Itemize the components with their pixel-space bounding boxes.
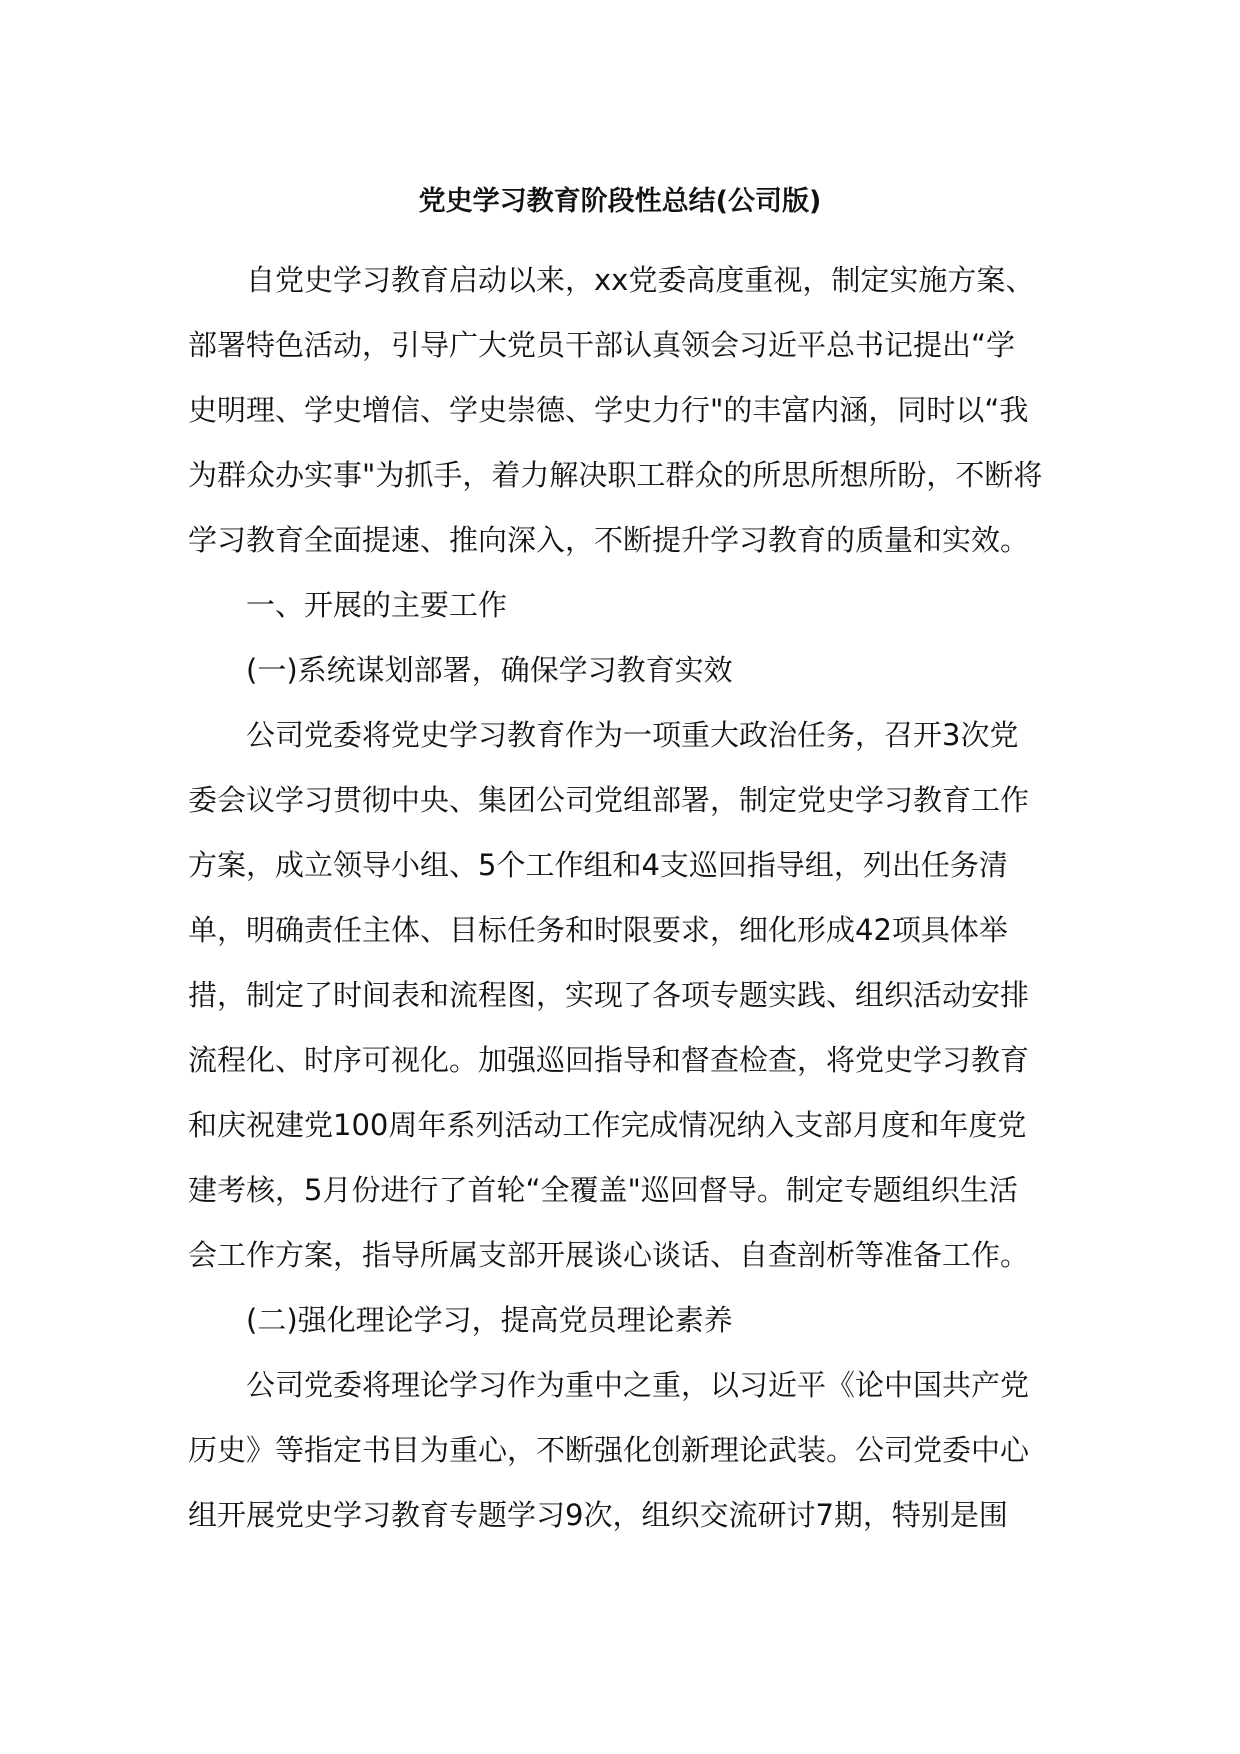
text-line: 公司党委将党史学习教育作为一项重大政治任务，召开3次党 <box>246 718 1019 752</box>
text-line: 部署特色活动，引导广大党员干部认真领会习近平总书记提出“学 <box>188 328 1016 362</box>
text-line: 为群众办实事"为抓手，着力解决职工群众的所思所想所盼，不断将 <box>188 458 1043 492</box>
text-line: 方案，成立领导小组、5个工作组和4支巡回指导组，列出任务清 <box>188 848 1008 882</box>
text-line: 建考核，5月份进行了首轮“全覆盖"巡回督导。制定专题组织生活 <box>188 1173 1018 1207</box>
text-line: 会工作方案，指导所属支部开展谈心谈话、自查剖析等准备工作。 <box>188 1238 1030 1272</box>
document-title: 党史学习教育阶段性总结(公司版) <box>418 186 822 217</box>
text-line: 自党史学习教育启动以来，xx党委高度重视，制定实施方案、 <box>246 263 1035 297</box>
text-line: 措，制定了时间表和流程图，实现了各项专题实践、组织活动安排 <box>188 978 1030 1012</box>
text-line: 委会议学习贯彻中央、集团公司党组部署，制定党史学习教育工作 <box>188 783 1030 817</box>
section-heading: 一、开展的主要工作 <box>246 588 508 622</box>
text-line: 公司党委将理论学习作为重中之重，以习近平《论中国共产党 <box>246 1368 1030 1402</box>
subsection-heading: (二)强化理论学习，提高党员理论素养 <box>246 1303 733 1337</box>
document-body <box>188 248 1058 1548</box>
text-line: 史明理、学史增信、学史崇德、学史力行"的丰富内涵，同时以“我 <box>188 393 1029 427</box>
text-line: 流程化、时序可视化。加强巡回指导和督查检查，将党史学习教育 <box>188 1043 1030 1077</box>
subsection-heading: (一)系统谋划部署，确保学习教育实效 <box>246 653 733 687</box>
text-line: 单，明确责任主体、目标任务和时限要求，细化形成42项具体举 <box>188 913 1008 947</box>
text-line: 学习教育全面提速、推向深入，不断提升学习教育的质量和实效。 <box>188 523 1030 557</box>
text-line: 历史》等指定书目为重心，不断强化创新理论武装。公司党委中心 <box>188 1433 1030 1467</box>
text-line: 组开展党史学习教育专题学习9次，组织交流研讨7期，特别是围 <box>188 1498 1008 1532</box>
text-line: 和庆祝建党100周年系列活动工作完成情况纳入支部月度和年度党 <box>188 1108 1027 1142</box>
